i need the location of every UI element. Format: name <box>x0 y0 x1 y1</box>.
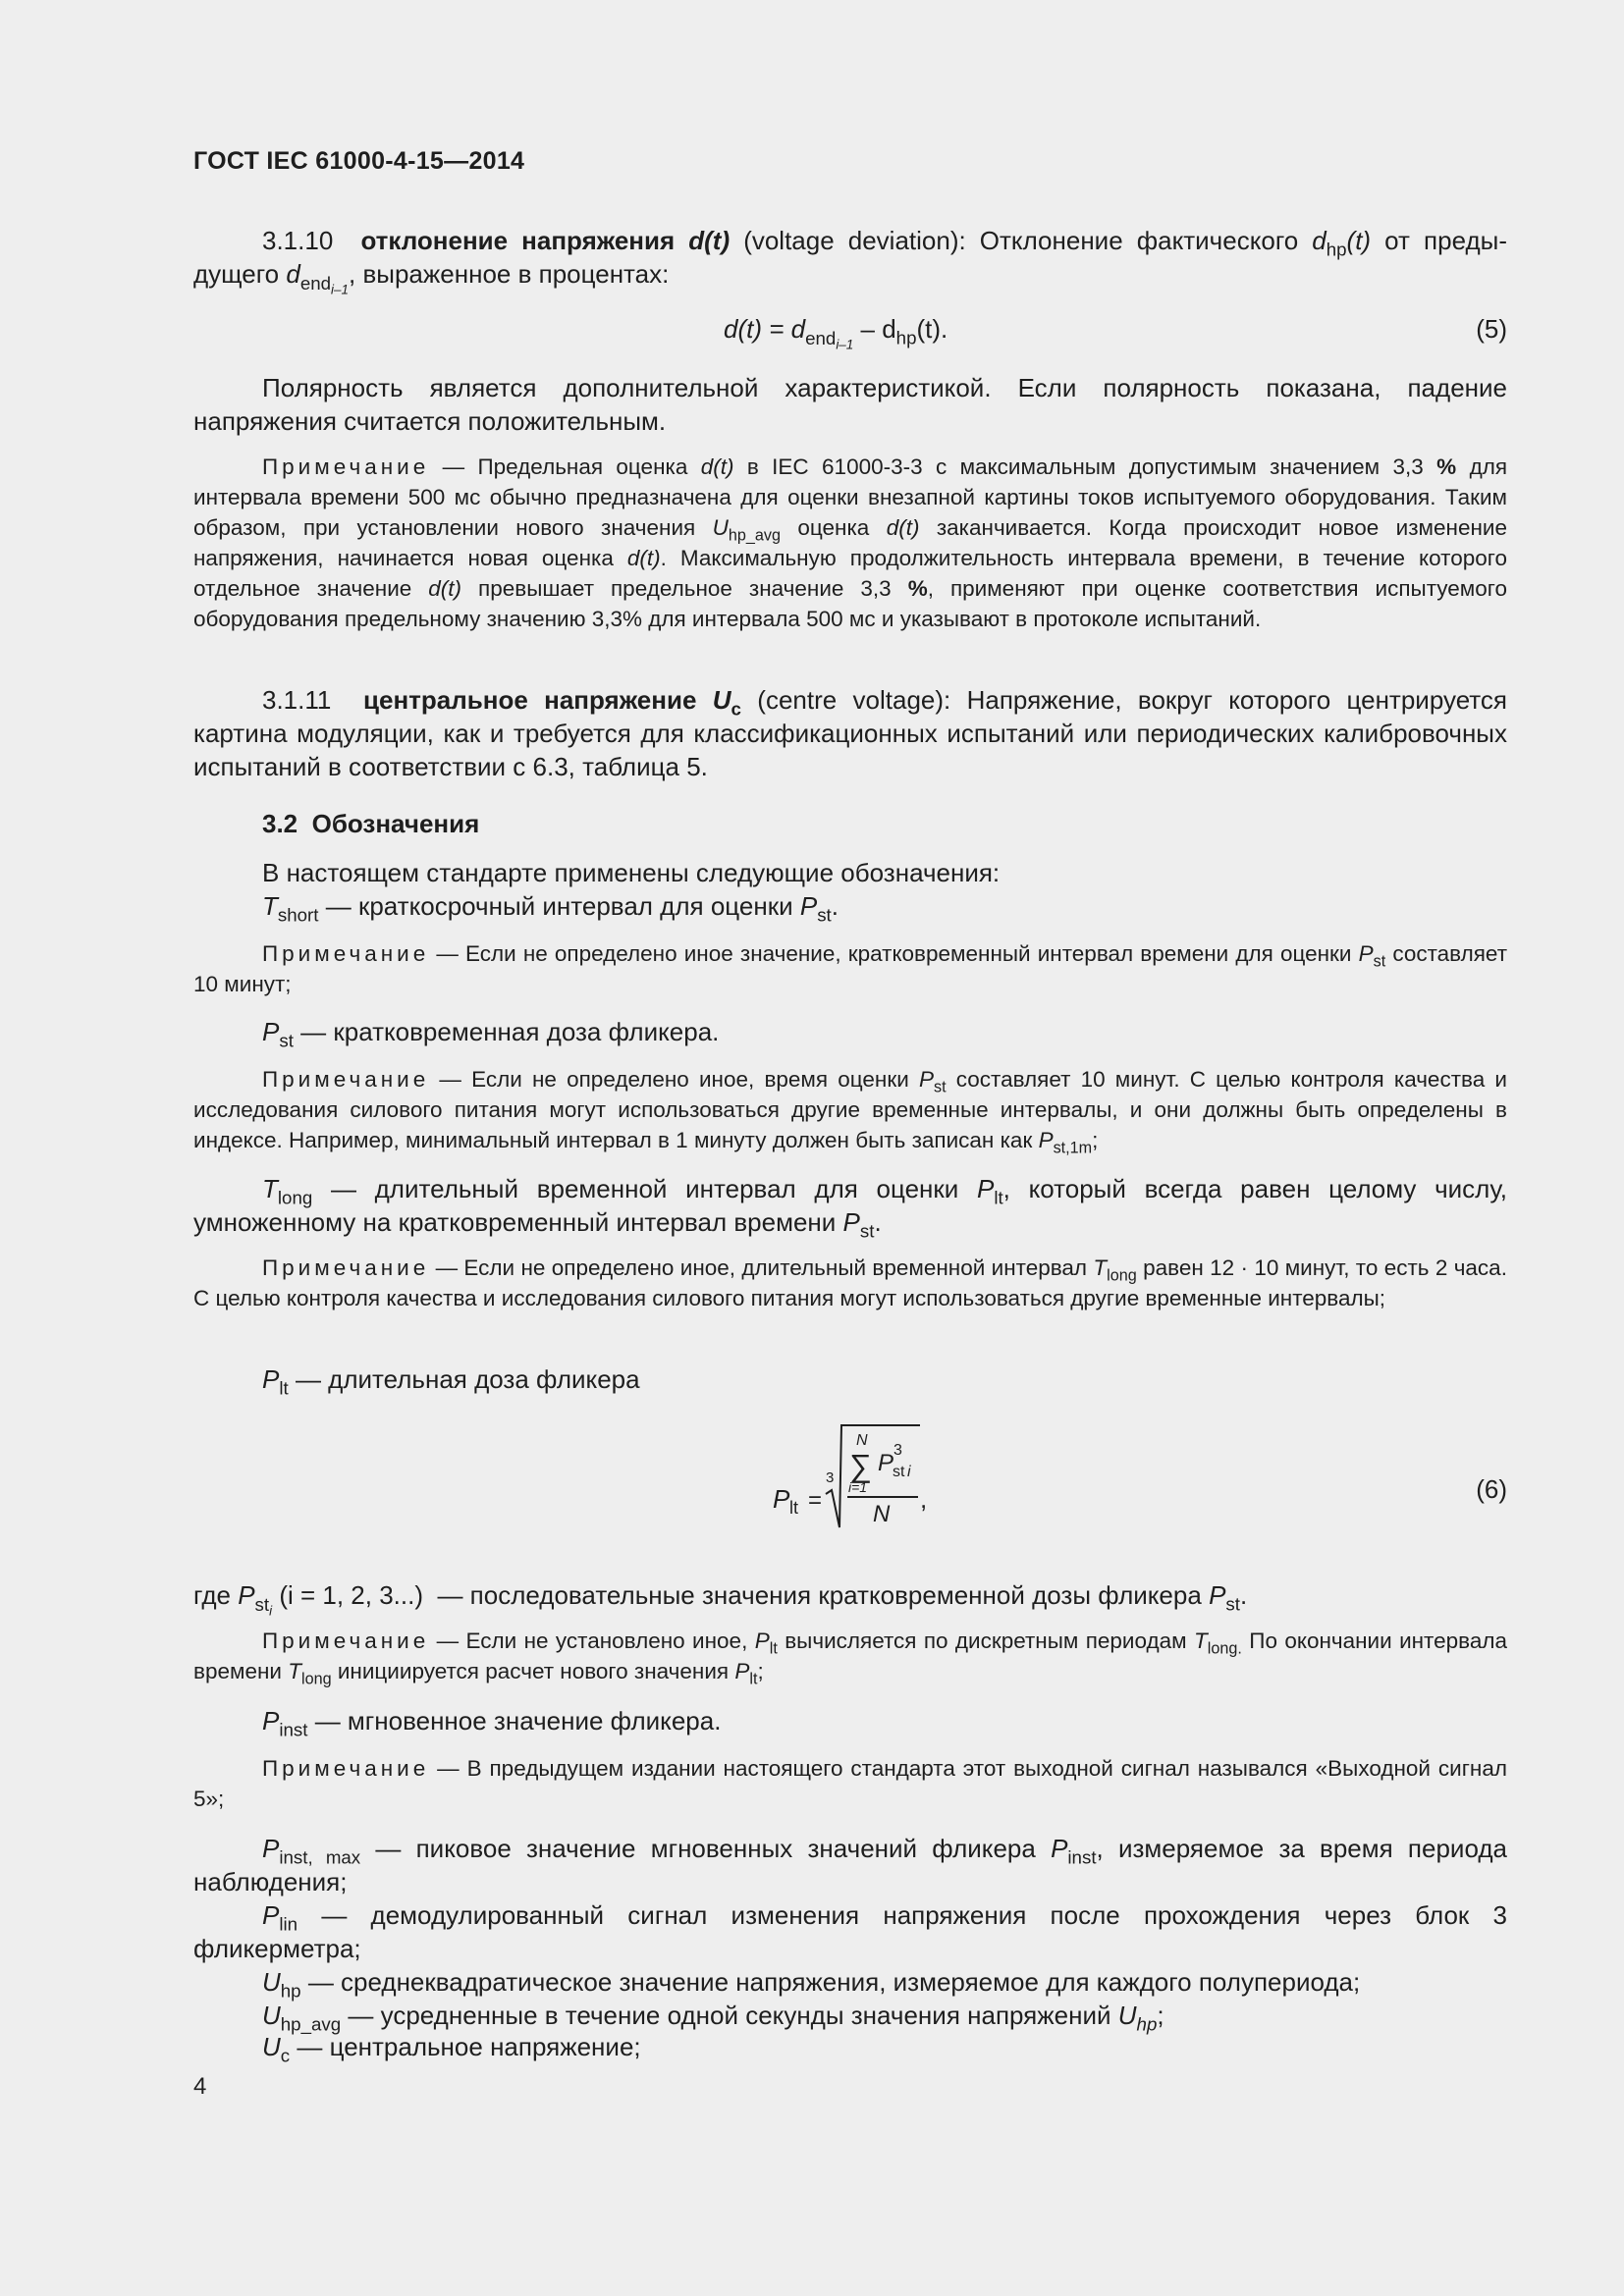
symbol-pinst-max: $P_{inst, max}$ — пиковое значение мгновенных значений фликера $P_{inst}$, измеряемое за время периода наблюдения; <box>193 1834 1507 1896</box>
symbol-plt: $P_{lt}$ — длительная доза фликера <box>262 1364 640 1399</box>
eq6-sum-sign: ∑ <box>849 1448 872 1483</box>
document-header: ГОСТ IEC 61000-4-15—2014 <box>193 147 525 175</box>
document-page <box>193 0 1507 2296</box>
eq6-pst-sub: st <box>893 1464 905 1480</box>
symbol-pst: $P_{st}$ — кратковременная доза фликера. <box>262 1017 720 1051</box>
where-line: где $P_{st_i}$ (i = 1, 2, 3...) — последовательные значения кратковременной дозы фликера $P_{st}$. <box>193 1580 1248 1619</box>
equation-6-number: (6) <box>1476 1474 1507 1504</box>
note-5: Примечание — Если не установлено иное, $P_{lt}$ вычисляется по дискретным периодам $T_{long.}$ По окончании интервала времени $T_{long}$ инициируется расчет нового значения $P_{lt}$; <box>193 1629 1507 1688</box>
equation-5-number: (5) <box>1476 314 1507 344</box>
symbol-plin: $P_{lin}$ — демодулированный сигнал изменения напряжения после прохождения через блок 3 фликерметра; <box>193 1900 1507 1963</box>
eq6-root-index: 3 <box>826 1469 835 1486</box>
symbol-pinst: $P_{inst}$ — мгновенное значение фликера. <box>262 1706 722 1740</box>
eq6-pst-sub-i: i <box>907 1464 911 1480</box>
equation-5: $d(t) = d_{end_{i-1}} - d_{hp}(t)$. <box>724 314 948 352</box>
note-4: Примечание — Если не определено иное, длительный временной интервал $T_{long}$ равен 12 · 10 минут, то есть 2 часа. С целью контроля качества и исследования силового питания могут использоваться другие временные интервалы; <box>193 1255 1507 1310</box>
symbols-intro: В настоящем стандарте применены следующие обозначения: <box>262 858 1001 887</box>
page-number: 4 <box>193 2073 207 2100</box>
eq6-lt: lt <box>789 1498 798 1518</box>
eq6-p: P <box>773 1484 790 1514</box>
symbol-tlong: $T_{long}$ — длительный временной интервал для оценки $P_{lt}$, который всегда равен целому числу, умноженному на кратковременный интервал времени $P_{st}$. <box>193 1174 1507 1242</box>
note-6: Примечание — В предыдущем издании настоящего стандарта этот выходной сигнал назывался «Выходной сигнал 5»; <box>193 1756 1507 1811</box>
eq6-denominator: N <box>873 1501 891 1527</box>
clause-3-1-11: 3.1.11 центральное напряжение $U_c$ (centre voltage): Напряжение, вокруг которого центрируется картина модуляции, как и требуется для классификационных испытаний или периодических калибровочных испытаний в соответствии с 6.3, таблица 5. <box>193 685 1507 781</box>
eq6-pst: P <box>878 1450 894 1476</box>
note-3: Примечание — Если не определено иное, время оценки $P_{st}$ составляет 10 минут. С целью контроля качества и исследования силового питания могут использоваться другие временные интервалы, и они должны быть определены в индексе. Например, минимальный интервал в 1 минуту должен быть записан как $P_{st,1m}$; <box>193 1067 1507 1157</box>
eq6-pst-pow: 3 <box>893 1442 902 1459</box>
eq6-equals: = <box>808 1487 823 1514</box>
section-3-2-heading: 3.2 Обозначения <box>262 809 480 838</box>
symbol-uc: $U_c$ — центральное напряжение; <box>262 2032 641 2066</box>
clause-3-1-10: 3.1.10 отклонение напряжения d(t) (voltage deviation): Отклонение фактического $d_{hp}(t)$ от преды- дущего $d_{end_{i-1}}$, выраженное в процентах: <box>193 226 1507 297</box>
eq6-sum-lower: i=1 <box>848 1479 868 1495</box>
equation-6 <box>763 1414 959 1541</box>
note-2: Примечание — Если не определено иное значение, кратковременный интервал времени для оценки $P_{st}$ составляет 10 минут; <box>193 941 1507 996</box>
eq6-sum-upper: N <box>856 1432 868 1449</box>
symbol-tshort: $T_{short}$ — краткосрочный интервал для оценки $P_{st}$. <box>262 891 839 926</box>
polarity-paragraph: Полярность является дополнительной характеристикой. Если полярность показана, падение напряжения считается положительным. <box>193 373 1507 436</box>
eq6-comma: , <box>920 1484 928 1514</box>
symbol-uhp-avg: $U_{hp\_avg}$ — усредненные в течение одной секунды значения напряжений $U_{hp}$; <box>262 2001 1164 2035</box>
note-1: Примечание — Предельная оценка d(t) в IEC 61000-3-3 с максимальным допустимым значением 3,3 % для интервала времени 500 мс обычно предназначена для оценки внезапной картины токов испытуемого оборудования. Таким образом, при установлении нового значения $U_{hp\_avg}$ оценка d(t) заканчивается. Когда происходит новое изменение напряжения, начинается новая оценка d(t). Максимальную продолжительность интервала времени, в течение которого отдельное значение d(t) превышает предельное значение 3,3 %, применяют при оценке соответствия испытуемого оборудования предельному значению 3,3% для интервала 500 мс и указывают в протоколе испытаний. <box>193 454 1508 631</box>
symbol-uhp: $U_{hp}$ — среднеквадратическое значение напряжения, измеряемое для каждого полупериода; <box>262 1967 1361 2002</box>
